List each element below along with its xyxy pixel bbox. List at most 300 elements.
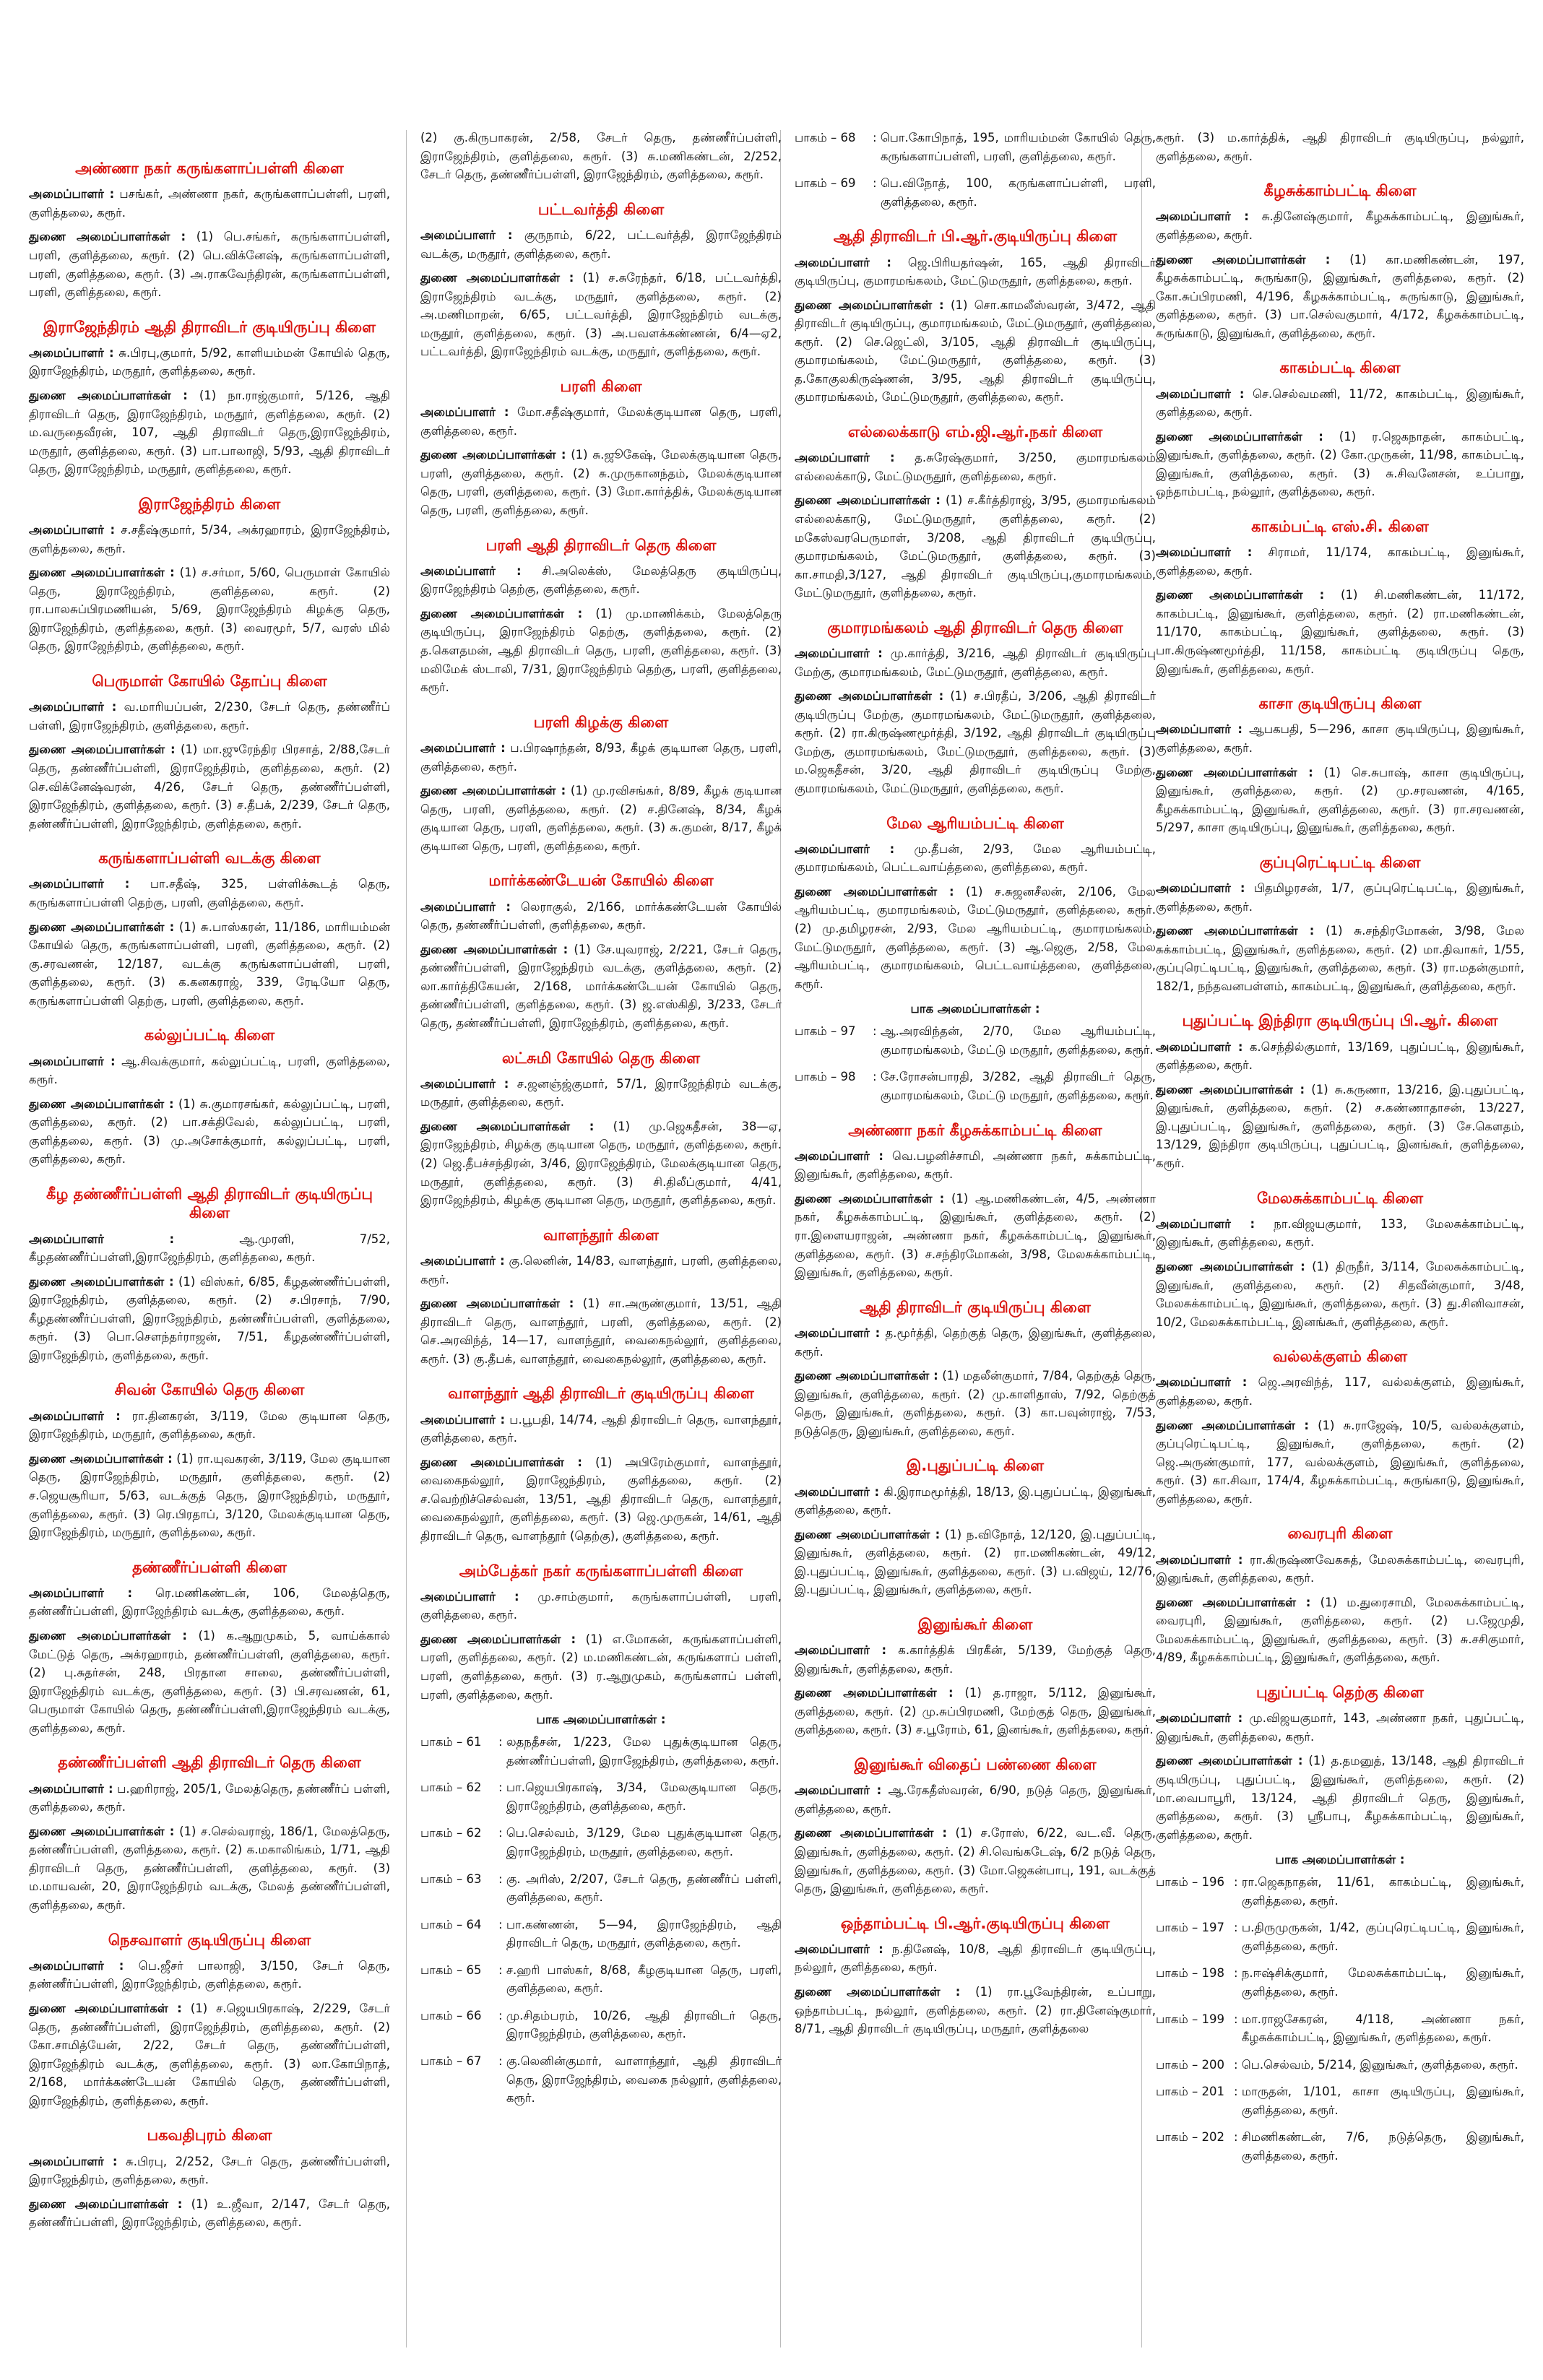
- member-details: மு.விஜயகுமார், 143, அண்ணா நகர், புதுப்பட்டி, இனுங்கூர், குளித்தலை, கரூர்.: [1156, 1711, 1524, 1744]
- member-details: (1) உ.ஜீவா, 2/147, சேடர் தெரு, தண்ணீர்ப்பள்ளி, இராஜேந்திரம், குளித்தலை, கரூர்.: [29, 2197, 391, 2230]
- column-rule: [406, 130, 407, 2347]
- part-organizer-details: ந.ஈஷ்சிக்குமார், மேலசுக்காம்பட்டி, இனுங்கூர், குளித்தலை, கரூர்.: [1241, 1966, 1524, 1999]
- role-label: அமைப்பாளர் :: [29, 1585, 133, 1600]
- part-number: பாகம் – 196: [1156, 1875, 1224, 1890]
- branch-heading: எல்லைக்காடு எம்.ஜி.ஆர்.நகர் கிளை: [847, 423, 1103, 441]
- part-number: பாகம் – 68: [795, 131, 856, 144]
- member-details: (1) சு.ராஜேஷ், 10/5, வல்லக்குளம், குப்புரெட்டிபட்டி, இனுங்கூர், குளித்தலை, கரூர். (2) ஜெ.அருண்குமார், 177, வல்லக்குளம், இனுங்கூர், குளித்தலை, கரூர். (3) கா.சிவா, 174/4, கீழசுக்காம்பட்டி, சுருங்காடு, இனுங்கூர், குளித்தலை, கரூர்.: [1156, 1418, 1524, 1506]
- role-label: அமைப்பாளர் :: [795, 1942, 883, 1956]
- part-organizer-row: [420, 2052, 782, 2108]
- role-label: அமைப்பாளர் :: [420, 899, 511, 914]
- part-organizer-details: ச.ஹரி பாஸ்கர், 8/68, கீழகுடியான தெரு, பரளி, குளித்தலை, கரூர்.: [506, 1963, 782, 1996]
- role-label: அமைப்பாளர் :: [29, 1408, 121, 1423]
- member-details: ப.ஹரிராஜ், 205/1, மேலத்தெரு, தண்ணீர்ப் பள்ளி, குளித்தலை, கரூர்.: [29, 1781, 390, 1814]
- separator: :: [873, 1024, 881, 1039]
- role-label: அமைப்பாளர் :: [1156, 545, 1253, 560]
- branch-heading: மேலசுக்காம்பட்டி கிளை: [1256, 1189, 1424, 1207]
- part-number: பாகம் – 199: [1156, 2012, 1224, 2026]
- part-number: பாகம் – 202: [1156, 2130, 1224, 2145]
- part-number: பாகம் – 62: [420, 1826, 482, 1840]
- role-label: துணை அமைப்பாளர்கள் :: [420, 271, 574, 285]
- part-organizer-details: பா.கண்ணன், 5—94, இராஜேந்திரம், ஆதி திராவிடர் தெரு, மருதூர், குளித்தலை, கரூர்.: [506, 1917, 782, 1950]
- member-details: (1) மதலீன்குமார், 7/84, தெற்குத் தெரு, இனுங்கூர், குளித்தலை, கரூர். (2) மு.காளிதாஸ், 7/92, தெற்குத் தெரு, இனுங்கூர், குளித்தலை, கரூர். (3) கா.பவுன்ராஜ், 7/53, நடுத்தெரு, இனுங்கூர், குளித்தலை, கரூர்.: [795, 1369, 1156, 1438]
- part-organizer-details: பா.ஜெயபிரகாஷ், 3/34, மேலகுடியான தெரு, இராஜேந்திரம், குளித்தலை, கரூர்.: [506, 1780, 782, 1813]
- role-label: அமைப்பாளர் :: [29, 877, 130, 891]
- member-details: மோ.சதீஷ்குமார், மேலக்குடியான தெரு, பரளி, குளித்தலை, கரூர்.: [420, 405, 782, 438]
- branch-heading: கல்லுப்பட்டி கிளை: [144, 1026, 275, 1044]
- member-details: (1) நா.ராஜ்குமார், 5/126, ஆதி திராவிடர் தெரு, இராஜேந்திரம், மருதூர், குளித்தலை, கரூர். (2) ம.வருதைவீரன், 107, ஆதி திராவிடர் தெரு,இராஜேந்திரம், மருதூர், குளித்தலை, கரூர். (3) பா.பாலாஜி, 5/93, ஆதி திராவிடர் தெரு, இராஜேந்திரம், மருதூர், குளித்தலை, கரூர்.: [29, 389, 390, 477]
- role-label: அமைப்பாளர் :: [29, 187, 115, 202]
- member-entry: [29, 1450, 390, 1542]
- role-label: துணை அமைப்பாளர்கள் :: [29, 230, 186, 244]
- part-organizer-row: [1156, 2010, 1524, 2047]
- member-details: வெ.பழனிச்சாமி, அண்ணா நகர், சுக்காம்பட்டி, இனுங்கூர், குளித்தலை, கரூர்.: [795, 1148, 1156, 1182]
- member-entry: [420, 1075, 782, 1112]
- role-label: அமைப்பாளர் :: [795, 646, 883, 660]
- member-entry: [29, 344, 390, 381]
- part-organizer-row: [420, 1824, 782, 1861]
- member-details: சு.தினேஷ்குமார், கீழசுக்காம்பட்டி, இனுங்கூர், குளித்தலை, கரூர்.: [1156, 209, 1524, 242]
- member-entry: [29, 1584, 390, 1621]
- role-label: துணை அமைப்பாளர்கள் :: [29, 1451, 173, 1466]
- branch-heading: காகம்பட்டி கிளை: [1279, 359, 1401, 377]
- member-entry: [795, 1526, 1156, 1599]
- member-details: (1) ம.துரைசாமி, மேலசுக்காம்பட்டி, வைரபுரி, இனுங்கூர், குளித்தலை, கரூர். (2) ப.ஜேமுதி, மேலசுக்காம்பட்டி, இனுங்கூர், குளித்தலை, கரூர். (3) சு.சசிகுமார், 4/89, கீழசுக்காம்பட்டி, இனுங்கூர், குளித்தலை, கரூர்.: [1156, 1595, 1524, 1665]
- member-details: ரா.கிருஷ்ணவேகசுத், மேலசுக்காம்பட்டி, வைரபுரி, இனுங்கூர், குளித்தலை, கரூர்.: [1156, 1552, 1524, 1585]
- role-label: துணை அமைப்பாளர்கள் :: [1156, 1259, 1305, 1273]
- branch-heading: இனுங்கூர் விதைப் பண்ணை கிளை: [854, 1756, 1097, 1773]
- column-2: [420, 129, 782, 2116]
- role-label: துணை அமைப்பாளர்கள் :: [420, 606, 583, 620]
- member-entry: [29, 1627, 390, 1737]
- member-entry: [795, 1483, 1156, 1520]
- role-label: அமைப்பாளர் :: [1156, 386, 1245, 401]
- branch-heading: காசா குடியிருப்பு கிளை: [1258, 695, 1422, 713]
- role-label: துணை அமைப்பாளர்கள் :: [420, 1632, 576, 1646]
- member-details: (1) ச.ரோஸ், 6/22, வட.வீ. தெரு, இனுங்கூர், குளித்தலை, கரூர். (2) சி.வெங்கடேஷ், 6/2 நடுத் தெரு, இனுங்கூர், குளித்தலை, கரூர். (3) மோ.ஜெகன்பாபு, 191, வடக்குத் தெரு, இனுங்கூர், குளித்தலை, கரூர்.: [795, 1826, 1156, 1896]
- role-label: துணை அமைப்பாளர்கள் :: [29, 743, 176, 757]
- branch-heading: மார்க்கண்டேயன் கோயில் கிளை: [488, 872, 714, 890]
- member-entry: [1156, 207, 1524, 244]
- member-entry: [29, 740, 390, 833]
- role-label: அமைப்பாளர் :: [795, 1643, 887, 1658]
- member-details: கரூர். (3) ம.கார்த்திக், ஆதி திராவிடர் குடியிருப்பு, நல்லூர், குளித்தலை, கரூர்.: [1156, 131, 1524, 163]
- member-entry: [1156, 129, 1524, 165]
- section-subheading: பாக அமைப்பாளர்கள் :: [536, 1713, 666, 1727]
- separator: :: [1234, 2012, 1242, 2026]
- member-details: ப.பிரஷாந்தன், 8/93, கீழக் குடியான தெரு, பரளி, குளித்தலை, கரூர்.: [420, 740, 782, 774]
- role-label: அமைப்பாளர் :: [420, 405, 509, 420]
- role-label: அமைப்பாளர் :: [795, 1148, 883, 1163]
- role-label: அமைப்பாளர் :: [420, 1589, 519, 1604]
- member-entry: [420, 129, 782, 184]
- separator: :: [498, 1963, 506, 1977]
- role-label: அமைப்பாளர் :: [1156, 209, 1249, 224]
- part-number: பாகம் – 62: [420, 1780, 482, 1795]
- role-label: துணை அமைப்பாளர்கள் :: [29, 1629, 187, 1643]
- member-details: (1) ச.ஜெயபிரகாஷ், 2/229, சேடர் தெரு, தண்ணீர்ப்பள்ளி, இராஜேந்திரம், குளித்தலை, கரூர். (2) கோ.சாமித்யேன், 2/22, சேடர் தெரு, தண்ணீர்ப்பள்ளி, இராஜேந்திரம் வடக்கு, குளித்தலை, கரூர். (3) லா.கோபிநாத், 2/168, மார்க்கண்டேயன் கோயில் தெரு, தண்ணீர்ப்பள்ளி, இராஜேந்திரம், குளித்தலை, கரூர்.: [29, 2001, 390, 2108]
- role-label: துணை அமைப்பாளர்கள் :: [1156, 252, 1331, 267]
- separator: :: [1234, 1875, 1242, 1890]
- member-entry: [1156, 1038, 1524, 1075]
- role-label: அமைப்பாளர் :: [795, 1484, 880, 1499]
- branch-heading: பட்டவர்த்தி கிளை: [537, 200, 665, 218]
- section-subheading: பாக அமைப்பாளர்கள் :: [910, 1002, 1040, 1016]
- member-details: சு.பிரபு,குமார், 5/92, காளியம்மன் கோயில் தெரு, இராஜேந்திரம், மருதூர், குளித்தலை, கரூர்.: [29, 345, 390, 378]
- part-organizer-row: [420, 1870, 782, 1907]
- branch-heading: சிவன் கோயில் தெரு கிளை: [114, 1381, 305, 1399]
- column-1: [29, 143, 390, 2238]
- part-organizer-row: [1156, 1964, 1524, 2001]
- role-label: துணை அமைப்பாளர்கள் :: [795, 1191, 945, 1206]
- separator: :: [1234, 2085, 1242, 2099]
- member-entry: [1156, 251, 1524, 343]
- member-details: ச.சதீஷ்குமார், 5/34, அக்ரஹாரம், இராஜேந்திரம், குளித்தலை, கரூர்.: [29, 523, 391, 555]
- member-details: ப.பூபதி, 14/74, ஆதி திராவிடர் தெரு, வாளந்தூர், குளித்தலை, கரூர்.: [420, 1412, 782, 1445]
- member-details: சு.பிரபு, 2/252, சேடர் தெரு, தண்ணீர்ப்பள்ளி, இராஜேந்திரம், குளித்தலை, கரூர்.: [29, 2154, 390, 2187]
- member-entry: [420, 446, 782, 519]
- part-number: பாகம் – 197: [1156, 1921, 1224, 1935]
- member-details: ரா.தினகரன், 3/119, மேல குடியான தெரு, இராஜேந்திரம், மருதூர், குளித்தலை, கரூர்.: [29, 1408, 390, 1442]
- member-details: (1) செ.சுபாஷ், காசா குடியிருப்பு, இனுங்கூர், குளித்தலை, கரூர். (2) மு.சரவணன், 4/165, கீழசுக்காம்பட்டி, இனுங்கூர், குளித்தலை, கரூர். (3) ரா.சரவணன், 5/297, காசா குடியிருப்பு, இனுங்கூர், குளித்தலை, கரூர்.: [1156, 765, 1524, 835]
- branch-heading: தண்ணீர்ப்பள்ளி ஆதி திராவிடர் தெரு கிளை: [58, 1754, 361, 1772]
- branch-heading: இராஜேந்திரம் ஆதி திராவிடர் குடியிருப்பு கிளை: [43, 318, 376, 336]
- member-details: (1) சு.கருணா, 13/216, இ.புதுப்பட்டி, இனுங்கூர், குளித்தலை, கரூர். (2) ச.கண்ணாதாசன், 13/227, இ.புதுப்பட்டி, இனுங்கூர், குளித்தலை, கரூர். (3) சே.கௌதம், 13/129, இந்திரா குடியிருப்பு, புதுப்பட்டி, இனங்கூர், குளித்தலை, கரூர்.: [1156, 1082, 1524, 1170]
- member-entry: [795, 1824, 1156, 1897]
- separator: :: [498, 1871, 506, 1886]
- member-details: கி.இராமமூர்த்தி, 18/13, இ.புதுப்பட்டி, இனுங்கூர், குளித்தலை, கரூர்.: [795, 1484, 1156, 1518]
- member-details: ஆ.சிவக்குமார், கல்லுப்பட்டி, பரளி, குளித்தலை, கரூர்.: [29, 1054, 390, 1087]
- branch-heading: மேல ஆரியம்பட்டி கிளை: [886, 814, 1064, 832]
- member-entry: [29, 386, 390, 479]
- role-label: அமைப்பாளர் :: [420, 1076, 509, 1091]
- member-entry: [1156, 922, 1524, 995]
- member-entry: [1156, 543, 1524, 580]
- role-label: துணை அமைப்பாளர்கள் :: [1156, 1595, 1311, 1609]
- branch-heading: புதுப்பட்டி இந்திரா குடியிருப்பு பி.ஆர். கிளை: [1182, 1012, 1498, 1030]
- role-label: அமைப்பாளர் :: [29, 1232, 175, 1246]
- member-details: (1) ச.சுரேந்தர், 6/18, பட்டவர்த்தி, இராஜேந்திரம் வடக்கு, மருதூர், குளித்தலை, கரூர். (2) அ.மணிமாறன், 6/65, பட்டவர்த்தி, இராஜேந்திரம் வடக்கு, மருதூர், குளித்தலை, கரூர். (3) அ.பவளக்கண்ணன், 6/4—ஏ2, பட்டவர்த்தி, இராஜேந்திரம் வடக்கு, மருதூர், குளித்தலை, கரூர்.: [420, 271, 782, 359]
- part-number: பாகம் – 201: [1156, 2085, 1224, 2099]
- member-entry: [29, 2195, 390, 2232]
- separator: :: [498, 1826, 506, 1840]
- column-3: [795, 129, 1156, 2044]
- member-details: ஆ.முரளி, 7/52, கீழதண்ணீர்ப்பள்ளி,இராஜேந்திரம், குளித்தலை, கரூர்.: [29, 1232, 391, 1265]
- role-label: துணை அமைப்பாளர்கள் :: [795, 1985, 961, 1999]
- role-label: அமைப்பாளர் :: [1156, 1039, 1243, 1054]
- role-label: துணை அமைப்பாளர்கள் :: [420, 784, 566, 798]
- member-entry: [29, 1780, 390, 1817]
- member-entry: [29, 185, 390, 222]
- member-entry: [420, 269, 782, 361]
- role-label: துணை அமைப்பாளர்கள் :: [1156, 1418, 1309, 1432]
- member-details: (1) பெ.சங்கர், கருங்களாப்பள்ளி, பரளி, குளித்தலை, கரூர். (2) பெ.விக்னேஷ், கருங்களாப்பள்ளி, பரளி, குளித்தலை, கரூர். (3) அ.ராகவேந்திரன், கருங்களாப்பள்ளி, பரளி, குளித்தலை, கரூர்.: [29, 230, 391, 300]
- role-label: அமைப்பாளர் :: [420, 563, 522, 578]
- part-organizer-details: கு.லெனின்குமார், வாளாந்தூர், ஆதி திராவிடர் தெரு, இராஜேந்திரம், வைகை நல்லூர், குளித்தலை, கரூர்.: [506, 2054, 782, 2106]
- part-organizer-row: [1156, 1873, 1524, 1910]
- part-number: பாகம் – 66: [420, 2008, 482, 2022]
- member-details: பெ.ஜீசர் பாலாஜி, 3/150, சேடர் தெரு, தண்ணீர்ப்பள்ளி, இராஜேந்திரம், குளித்தலை, கரூர்.: [29, 1958, 391, 1991]
- member-details: (1) மா.ஜுரேந்திர பிரசாத், 2/88,சேடர் தெரு, தண்ணீர்ப்பள்ளி, இராஜேந்திரம், குளித்தலை, கரூர். (2) செ.விக்னேஷ்வரன், 4/26, சேடர் தெரு, தண்ணீர்ப்பள்ளி, இராஜேந்திரம், குளித்தலை, கரூர். (3) ச.தீபக், 2/239, சேடர் தெரு, தண்ணீர்ப்பள்ளி, இராஜேந்திரம், குளித்தலை, கரூர்.: [29, 743, 390, 831]
- member-details: (1) சே.யுவராஜ், 2/221, சேடர் தெரு, தண்ணீர்ப்பள்ளி, இராஜேந்திரம் வடக்கு, குளித்தலை, கரூர். (2) லா.கார்த்திகேயன், 2/168, மார்க்கண்டேயன் கோயில் தெரு, தண்ணீர்ப்பள்ளி, குளித்தலை, கரூர். (3) ஜ.எஸ்கிதி, 3/233, சேடர் தெரு, தண்ணீர்ப்பள்ளி, இராஜேந்திரம், குளித்தலை, கரூர்.: [420, 942, 782, 1030]
- separator: :: [873, 1070, 881, 1084]
- role-label: அமைப்பாளர் :: [29, 523, 116, 537]
- role-label: அமைப்பாளர் :: [1156, 1375, 1248, 1390]
- member-entry: [29, 1957, 390, 1994]
- part-organizer-row: [1156, 2128, 1524, 2165]
- member-entry: [29, 1407, 390, 1444]
- role-label: துணை அமைப்பாளர்கள் :: [795, 493, 941, 508]
- role-label: துணை அமைப்பாளர்கள் :: [420, 942, 569, 956]
- part-organizer-details: கு. அரிஸ், 2/207, சேடர் தெரு, தண்ணீர்ப் பள்ளி, குளித்தலை, கரூர்.: [506, 1871, 782, 1905]
- part-number: பாகம் – 97: [795, 1024, 856, 1039]
- branch-heading: காகம்பட்டி எஸ்.சி. கிளை: [1251, 517, 1429, 535]
- role-label: அமைப்பாளர் :: [1156, 1711, 1243, 1726]
- role-label: துணை அமைப்பாளர்கள் :: [1156, 765, 1313, 779]
- member-entry: [1156, 385, 1524, 422]
- member-entry: [795, 883, 1156, 993]
- role-label: அமைப்பாளர் :: [29, 345, 114, 360]
- role-label: துணை அமைப்பாளர்கள் :: [1156, 1082, 1305, 1096]
- member-entry: [795, 1324, 1156, 1361]
- role-label: அமைப்பாளர் :: [29, 1781, 113, 1796]
- branch-heading: கருங்களாப்பள்ளி வடக்கு கிளை: [98, 849, 321, 867]
- role-label: துணை அமைப்பாளர்கள் :: [29, 1824, 175, 1838]
- member-details: ந.தினேஷ், 10/8, ஆதி திராவிடர் குடியிருப்பு, நல்லூர், குளித்தலை, கரூர்.: [795, 1942, 1156, 1975]
- member-entry: [420, 1294, 782, 1368]
- separator: :: [1234, 2130, 1242, 2145]
- separator: :: [498, 2054, 506, 2068]
- member-entry: [1156, 1709, 1524, 1746]
- role-label: துணை அமைப்பாளர்கள் :: [29, 2197, 183, 2211]
- member-entry: [29, 698, 390, 735]
- member-details: (1) மு.ரவிசங்கர், 8/89, கீழக் குடியான தெரு, பரளி, குளித்தலை, கரூர். (2) ச.தினேஷ், 8/34, கீழக் குடியான தெரு, பரளி, குளித்தலை, கரூர். (3) சு.குமன், 8/17, கீழக் குடியான தெரு, பரளி, குளித்தலை, கரூர்.: [420, 784, 782, 853]
- part-organizer-row: [420, 2007, 782, 2043]
- part-organizer-row: [420, 1916, 782, 1952]
- member-details: நா.விஜயகுமார், 133, மேலசுக்காம்பட்டி, இனுங்கூர், குளித்தலை, கரூர்.: [1156, 1216, 1525, 1250]
- member-entry: [29, 228, 390, 301]
- part-organizer-details: ஆ.அரவிந்தன், 2/70, மேல ஆரியம்பட்டி, குமாரமங்கலம், மேட்டு மருதூர், குளித்தலை, கரூர்.: [880, 1024, 1156, 1057]
- member-details: ஜெ.அரவிந்த், 117, வல்லக்குளம், இனுங்கூர், குளித்தலை, கரூர்.: [1156, 1375, 1524, 1408]
- role-label: துணை அமைப்பாளர்கள் :: [795, 689, 944, 704]
- member-entry: [795, 1684, 1156, 1739]
- member-entry: [795, 1190, 1156, 1282]
- member-entry: [795, 449, 1156, 485]
- branch-heading: அண்ணா நகர் கீழசுக்காம்பட்டி கிளை: [848, 1121, 1102, 1139]
- separator: :: [498, 1780, 506, 1795]
- part-number: பாகம் – 64: [420, 1917, 482, 1931]
- part-organizer-row: [420, 1961, 782, 1998]
- role-label: துணை அமைப்பாளர்கள் :: [420, 448, 566, 462]
- role-label: துணை அமைப்பாளர்கள் :: [795, 1369, 938, 1383]
- part-organizer-row: [1156, 2082, 1524, 2119]
- role-label: துணை அமைப்பாளர்கள் :: [29, 389, 188, 402]
- member-entry: [1156, 1215, 1524, 1252]
- part-organizer-row: [795, 174, 1156, 211]
- part-organizer-details: மு.சிதம்பரம், 10/26, ஆதி திராவிடர் தெரு, இராஜேந்திரம், குளித்தலை, கரூர்.: [506, 2008, 782, 2041]
- part-number: பாகம் – 65: [420, 1963, 482, 1977]
- role-label: அமைப்பாளர் :: [420, 740, 506, 755]
- separator: :: [1234, 1966, 1242, 1981]
- member-details: (1) சு.சந்திரமோகன், 3/98, மேல சுக்காம்பட்டி, இனுங்கூர், குளித்தலை, கரூர். (2) மா.திவாகர், 1/55, குப்புரெட்டிபட்டி, இனுங்கூர், குளித்தலை, கரூர். (3) ரா.மதன்குமார், 182/1, நந்தவனபள்ளம், காகம்பட்டி, இனுங்கூர், குளித்தலை, கரூர்.: [1156, 924, 1524, 993]
- role-label: அமைப்பாளர் :: [1156, 881, 1245, 895]
- member-details: (1) சு.குமாரசங்கர், கல்லுப்பட்டி, பரளி, குளித்தலை, கரூர். (2) பா.சக்திவேல், கல்லுப்பட்டி, பரளி, குளித்தலை, கரூர். (3) மு.அசோக்குமார், கல்லுப்பட்டி, பரளி, குளித்தலை, கரூர்.: [29, 1096, 390, 1167]
- role-label: அமைப்பாளர் :: [29, 1054, 116, 1068]
- member-entry: [795, 840, 1156, 877]
- role-label: துணை அமைப்பாளர்கள் :: [1156, 1754, 1303, 1768]
- member-entry: [29, 1822, 390, 1915]
- role-label: அமைப்பாளர் :: [795, 451, 895, 465]
- member-entry: [795, 296, 1156, 407]
- member-details: (1) மு.ஜெகதீசன், 38—ஏ, இராஜேந்திரம், சிழக்கு குடியான தெரு, மருதூர், குளித்தலை, கரூர். (2) ஜெ.தீபச்சந்திரன், 3/46, இராஜேந்திரம், மேலக்குடியான தெரு, மருதூர், குளித்தலை, கரூர். (3) சி.திலீப்குமார், 4/41, இராஜேந்திரம், கிழக்கு குடியான தெரு, மருதூர், குளித்தலை, கரூர்.: [420, 1119, 782, 1208]
- member-entry: [29, 1273, 390, 1365]
- branch-heading: பரளி ஆதி திராவிடர் தெரு கிளை: [485, 536, 717, 554]
- member-details: (1) மு.மாணிக்கம், மேலத்தெரு குடியிருப்பு, இராஜேந்திரம் தெற்கு, குளித்தலை, கரூர். (2) த.கௌதமன், ஆதி திராவிடர் தெரு, பரளி, குளித்தலை, கரூர். (3) மலிமேக் ஸ்டாலி, 7/31, இராஜேந்திரம் தெற்கு, பரளி, குளித்தலை, கரூர்.: [420, 606, 782, 695]
- member-entry: [1156, 1752, 1524, 1844]
- member-details: (1) சா.அருண்குமார், 13/51, ஆதி திராவிடர் தெரு, வாளந்தூர், பரளி, குளித்தலை, கரூர். (2) செ.அரவிந்த், 14—17, வாளந்தூர், வைகைநல்லூர், குளித்தலை, கரூர். (3) கு.தீபக், வாளந்தூர், வைகைநல்லூர், குளித்தலை, கரூர்.: [420, 1297, 782, 1366]
- member-entry: [795, 1641, 1156, 1678]
- member-details: சி.அலெக்ஸ், மேலத்தெரு குடியிருப்பு, இராஜேந்திரம் தெற்கு, குளித்தலை, கரூர்.: [420, 563, 782, 597]
- part-organizer-details: பொ.கோபிநாத், 195, மாரியம்மன் கோயில் தெரு, கருங்களாப்பள்ளி, பரளி, குளித்தலை, கரூர்.: [880, 131, 1156, 163]
- role-label: துணை அமைப்பாளர்கள் :: [420, 1297, 574, 1311]
- branch-heading: வாளந்தூர் ஆதி திராவிடர் குடியிருப்பு கிளை: [448, 1385, 754, 1403]
- branch-heading: குமாரமங்கலம் ஆதி திராவிடர் தெரு கிளை: [827, 618, 1123, 636]
- member-entry: [420, 1588, 782, 1624]
- part-number: பாகம் – 198: [1156, 1966, 1224, 1981]
- member-details: க.கார்த்திக் பிரகீன், 5/139, மேற்குத் தெரு, இனுங்கூர், குளித்தலை, கரூர்.: [795, 1643, 1156, 1676]
- role-label: அமைப்பாளர் :: [1156, 722, 1242, 737]
- member-details: வ.மாரியப்பன், 2/230, சேடர் தெரு, தண்ணீர்ப் பள்ளி, இராஜேந்திரம், குளித்தலை, கரூர்.: [29, 700, 390, 732]
- branch-heading: இராஜேந்திரம் கிளை: [138, 495, 281, 513]
- member-entry: [420, 739, 782, 776]
- member-details: மு.தீபன், 2/93, மேல ஆரியம்பட்டி, குமாரமங்கலம், பெட்டவாய்த்தலை, குளித்தலை, கரூர்.: [795, 841, 1157, 875]
- part-organizer-row: [795, 1068, 1156, 1104]
- branch-heading: குப்புரெட்டிபட்டி கிளை: [1259, 853, 1421, 871]
- member-entry: [29, 1052, 390, 1089]
- member-details: குருநாம், 6/22, பட்டவர்த்தி, இராஜேந்திரம் வடக்கு, மருதூர், குளித்தலை, கரூர்.: [420, 228, 782, 261]
- member-entry: [795, 1940, 1156, 1977]
- branch-heading: வல்லக்குளம் கிளை: [1272, 1348, 1408, 1366]
- role-label: துணை அமைப்பாளர்கள் :: [29, 2001, 182, 2015]
- branch-heading: புதுப்பட்டி தெற்கு கிளை: [1255, 1684, 1425, 1701]
- member-entry: [29, 875, 390, 912]
- member-entry: [420, 940, 782, 1033]
- role-label: துணை அமைப்பாளர்கள் :: [29, 919, 175, 934]
- member-entry: [29, 563, 390, 656]
- branch-heading: பெருமாள் கோயில் தோப்பு கிளை: [92, 672, 327, 690]
- member-entry: [795, 644, 1156, 681]
- part-organizer-row: [420, 1778, 782, 1815]
- member-entry: [420, 1453, 782, 1546]
- member-entry: [29, 918, 390, 1011]
- member-entry: [795, 1781, 1156, 1818]
- member-details: ஆ.ரேகதீஸ்வரன், 6/90, நடுத் தெரு, இனுங்கூர், குளித்தலை, கரூர்.: [795, 1783, 1156, 1816]
- branch-heading: லட்சுமி கோயில் தெரு கிளை: [501, 1049, 701, 1067]
- member-entry: [1156, 1373, 1524, 1410]
- separator: :: [1234, 1921, 1242, 1935]
- branch-heading: தண்ணீர்ப்பள்ளி கிளை: [132, 1558, 287, 1576]
- role-label: துணை அமைப்பாளர்கள் :: [795, 884, 954, 899]
- branch-heading: வாளந்தூர் கிளை: [543, 1226, 659, 1244]
- part-organizer-row: [420, 1733, 782, 1770]
- part-number: பாகம் – 98: [795, 1070, 856, 1084]
- member-entry: [1156, 1551, 1524, 1588]
- role-label: துணை அமைப்பாளர்கள் :: [795, 1527, 941, 1541]
- member-details: சிராமர், 11/174, காகம்பட்டி, இனுங்கூர், குளித்தலை, கரூர்.: [1156, 545, 1524, 578]
- part-number: பாகம் – 63: [420, 1871, 482, 1886]
- member-entry: [29, 1230, 390, 1267]
- member-entry: [420, 226, 782, 263]
- member-details: (1) ரா.யுவகரன், 3/119, மேல குடியான தெரு, இராஜேந்திரம், மருதூர், குளித்தலை, கரூர். (2) ச.ஜெயசூரியா, 5/63, வடக்குத் தெரு, இராஜேந்திரம், மருதூர், குளித்தலை, கரூர். (3) ரெ.பிரதாப், 3/120, மேலக்குடியான தெரு, இராஜேந்திரம், மருதூர், குளித்தலை, கரூர்.: [29, 1451, 390, 1540]
- role-label: துணை அமைப்பாளர்கள் :: [420, 1119, 595, 1133]
- member-details: கு.லெனின், 14/83, வாளந்தூர், பரளி, குளித்தலை, கரூர்.: [420, 1253, 782, 1286]
- part-number: பாகம் – 69: [795, 176, 856, 191]
- member-details: (1) ர.ஜெகநாதன், காகம்பட்டி, இனுங்கூர், குளித்தலை, கரூர். (2) கோ.முருகன், 11/98, காகம்பட்டி, இனுங்கூர், குளித்தலை, கரூர். (3) சு.சிவனேசன், உப்பாறு, ஒந்தாம்பட்டி, நல்லூர், குளித்தலை, கரூர்.: [1156, 429, 1524, 499]
- role-label: துணை அமைப்பாளர்கள் :: [1156, 588, 1325, 602]
- member-entry: [420, 1411, 782, 1448]
- member-details: (1) சொ.காமலீஸ்வரன், 3/472, ஆதி திராவிடர் குடியிருப்பு, குமாரமங்கலம், மேட்டுமருதூர், குளித்தலை, கரூர். (2) செ.ஜெட்லி, 3/105, ஆதி திராவிடர் குடியிருப்பு, குமாரமங்கலம், மேட்டுமருதூர், குளித்தலை, கரூர். (3) த.கோகுலகிருஷ்ணன், 3/95, ஆதி திராவிடர் குடியிருப்பு, குமாரமங்கலம், மேட்டுமருதூர், குளித்தலை, கரூர்.: [795, 298, 1156, 404]
- member-entry: [29, 521, 390, 558]
- member-entry: [795, 1367, 1156, 1440]
- member-entry: [29, 1999, 390, 2110]
- member-entry: [420, 1117, 782, 1210]
- member-details: (1) சு.பாஸ்கரன், 11/186, மாரியம்மன் கோயில் தெரு, கருங்களாப்பள்ளி, பரளி, குளித்தலை, கரூர். (2) கு.சரவணன், 12/187, வடக்கு கருங்களாப்பள்ளி, பரளி, குளித்தலை, கரூர். (3) க.கனகராஜ், 339, ரேடியோ தெரு, கருங்களாப்பள்ளி தெற்கு, பரளி, குளித்தலை, கரூர்.: [29, 919, 390, 1008]
- member-details: (1) கா.மணிகண்டன், 197, கீழசுக்காம்பட்டி, சுருங்காடு, இனுங்கூர், குளித்தலை, கரூர். (2) கோ.சுப்பிரமணி, 4/196, கீழசுக்காம்பட்டி, சுருங்காடு, இனுங்கூர், குளித்தலை, கரூர். (3) பா.செல்வகுமார், 4/172, கீழசுக்காம்பட்டி, சுருங்காடு, இனுங்கூர், குளித்தலை, கரூர்.: [1156, 252, 1525, 340]
- role-label: அமைப்பாளர் :: [1156, 1552, 1243, 1567]
- member-details: ச.ஜனஞ்ஜ்குமார், 57/1, இராஜேந்திரம் வடக்கு, மருதூர், குளித்தலை, கரூர்.: [420, 1076, 782, 1109]
- member-details: (1) சி.மணிகண்டன், 11/172, காகம்பட்டி, இனுங்கூர், குளித்தலை, கரூர். (2) ரா.மணிகண்டன், 11/170, காகம்பட்டி, இனுங்கூர், குளித்தலை, கரூர். (3) பா.கிருஷ்ணமூர்த்தி, 11/158, காகம்பட்டி குடியிருப்பு தெரு, இனுங்கூர், குளித்தலை, கரூர்.: [1156, 588, 1525, 676]
- branch-heading: இனுங்கூர் கிளை: [917, 1615, 1033, 1633]
- part-organizer-details: பெ.செல்வம், 3/129, மேல புதுக்குடியான தெரு, இராஜேந்திரம், மருதூர், குளித்தலை, கரூர்.: [506, 1826, 782, 1858]
- role-label: துணை அமைப்பாளர்கள் :: [29, 1274, 174, 1289]
- part-organizer-details: சிமணிகண்டன், 7/6, நடுத்தெரு, இனுங்கூர், குளித்தலை, கரூர்.: [1241, 2130, 1524, 2163]
- part-organizer-details: ப.திருமுருகன், 1/42, குப்புரெட்டிபட்டி, இனுங்கூர், குளித்தலை, கரூர்.: [1241, 1921, 1524, 1953]
- part-organizer-details: மா.ராஜசேகரன், 4/118, அண்ணா நகர், கீழசுக்காம்பட்டி, இனுங்கூர், குளித்தலை, கரூர்.: [1241, 2012, 1524, 2045]
- column-4: [1156, 129, 1524, 2174]
- role-label: அமைப்பாளர் :: [420, 1253, 505, 1268]
- part-organizer-details: பெ.செல்வம், 5/214, இனுங்கூர், குளித்தலை, கரூர்.: [1241, 2057, 1518, 2072]
- part-organizer-row: [795, 1022, 1156, 1059]
- branch-heading: இ.புதுப்பட்டி கிளை: [906, 1457, 1045, 1475]
- member-details: (1) விஸ்கர், 6/85, கீழதண்ணீர்ப்பள்ளி, இராஜேந்திரம், குளித்தலை, கரூர். (2) ச.பிரசாந், 7/90, கீழதண்ணீர்ப்பள்ளி, இராஜேந்திரம், தண்ணீர்ப்பள்ளி, குளித்தலை, கரூர். (3) பொ.செளந்தர்ராஜன், 7/51, கீழதண்ணீர்ப்பள்ளி, இராஜேந்திரம், குளித்தலை, கரூர்.: [29, 1274, 390, 1362]
- section-subheading: பாக அமைப்பாளர்கள் :: [1275, 1853, 1405, 1867]
- member-entry: [29, 2152, 390, 2189]
- role-label: துணை அமைப்பாளர்கள் :: [420, 1455, 583, 1469]
- part-organizer-details: ரா.ஜெகநாதன், 11/61, காகம்பட்டி, இனுங்கூர், குளித்தலை, கரூர்.: [1241, 1875, 1524, 1908]
- member-details: (1) ச.கீர்த்திராஜ், 3/95, குமாரமங்கலம் எல்லைக்காடு, மேட்டுமருதூர், குளித்தலை, கரூர். (2) மகேஸ்வரபெருமாள், 3/208, ஆதி திராவிடர் குடியிருப்பு, குமாரமங்கலம், மேட்டுமருதூர், குளித்தலை, கரூர். (3) கா.சாமதி,3/127, ஆதி திராவிடர் குடியிருப்பு,குமாரமங்கலம், மேட்டுமருதூர், குளித்தலை, கரூர்.: [795, 493, 1156, 600]
- member-details: (1) ச.செல்வராஜ், 186/1, மேலத்தெரு, தண்ணீர்ப்பள்ளி, குளித்தலை, கரூர். (2) க.மகாலிங்கம், 1/71, ஆதி திராவிடர் தெரு, தண்ணீர்ப்பள்ளி, குளித்தலை, கரூர். (3) ம.மாயவன், 20, இராஜேந்திரம் வடக்கு, மேலத் தண்ணீர்ப்பள்ளி, குளித்தலை, கரூர்.: [29, 1824, 390, 1912]
- branch-heading: அண்ணா நகர் கருங்களாப்பள்ளி கிளை: [75, 160, 344, 177]
- part-organizer-details: சே.ரோசன்பாரதி, 3/282, ஆதி திராவிடர் தெரு, குமாரமங்கலம், மேட்டு மருதூர், குளித்தலை, கரூர்.: [880, 1070, 1156, 1102]
- member-entry: [420, 782, 782, 855]
- member-details: மு.சாம்குமார், கருங்களாப்பள்ளி, பரளி, குளித்தலை, கரூர்.: [420, 1589, 782, 1622]
- member-entry: [1156, 586, 1524, 678]
- role-label: துணை அமைப்பாளர்கள் :: [795, 1686, 954, 1700]
- member-details: லெராகுல், 2/166, மார்க்கண்டேயன் கோயில் தெரு, தண்ணீர்ப்பள்ளி, குளித்தலை, கரூர்.: [420, 899, 782, 932]
- member-entry: [795, 1983, 1156, 2038]
- member-entry: [29, 1095, 390, 1169]
- member-entry: [795, 491, 1156, 602]
- separator: :: [498, 1917, 506, 1931]
- branch-heading: நெசவாளர் குடியிருப்பு கிளை: [108, 1931, 311, 1949]
- member-details: (1) எ.மோகன், கருங்களாப்பள்ளி, பரளி, குளித்தலை, கரூர். (2) ம.மணிகண்டன், கருங்களாப் பள்ளி, பரளி, குளித்தலை, கரூர். (3) ர.ஆறுமுகம், கருங்களாப் பள்ளி, பரளி, குளித்தலை, கரூர்.: [420, 1632, 782, 1702]
- part-number: பாகம் – 200: [1156, 2057, 1224, 2072]
- part-organizer-details: மாருதன், 1/101, காசா குடியிருப்பு, இனுங்கூர், குளித்தலை, கரூர்.: [1241, 2085, 1524, 2117]
- member-entry: [420, 898, 782, 935]
- member-details: த.மூர்த்தி, தெற்குத் தெரு, இனுங்கூர், குளித்தலை, கரூர்.: [795, 1325, 1156, 1359]
- member-details: (1) ந.விநோத், 12/120, இ.புதுப்பட்டி, இனுங்கூர், குளித்தலை, கரூர். (2) ரா.மணிகண்டன், 49/12, இ.புதுப்பட்டி, இனுங்கூர், குளித்தலை, கரூர். (3) ப.விஜய், 12/76, இ.புதுப்பட்டி, இனுங்கூர், குளித்தலை, கரூர்.: [795, 1527, 1156, 1597]
- member-details: (1) சு.ஜூகேஷ், மேலக்குடியான தெரு, பரளி, குளித்தலை, கரூர். (2) சு.முருகானந்தம், மேலக்குடியான தெரு, பரளி, குளித்தலை, கரூர். (3) மோ.கார்த்திக், மேலக்குடியான தெரு, பரளி, குளித்தலை, கரூர்.: [420, 448, 782, 517]
